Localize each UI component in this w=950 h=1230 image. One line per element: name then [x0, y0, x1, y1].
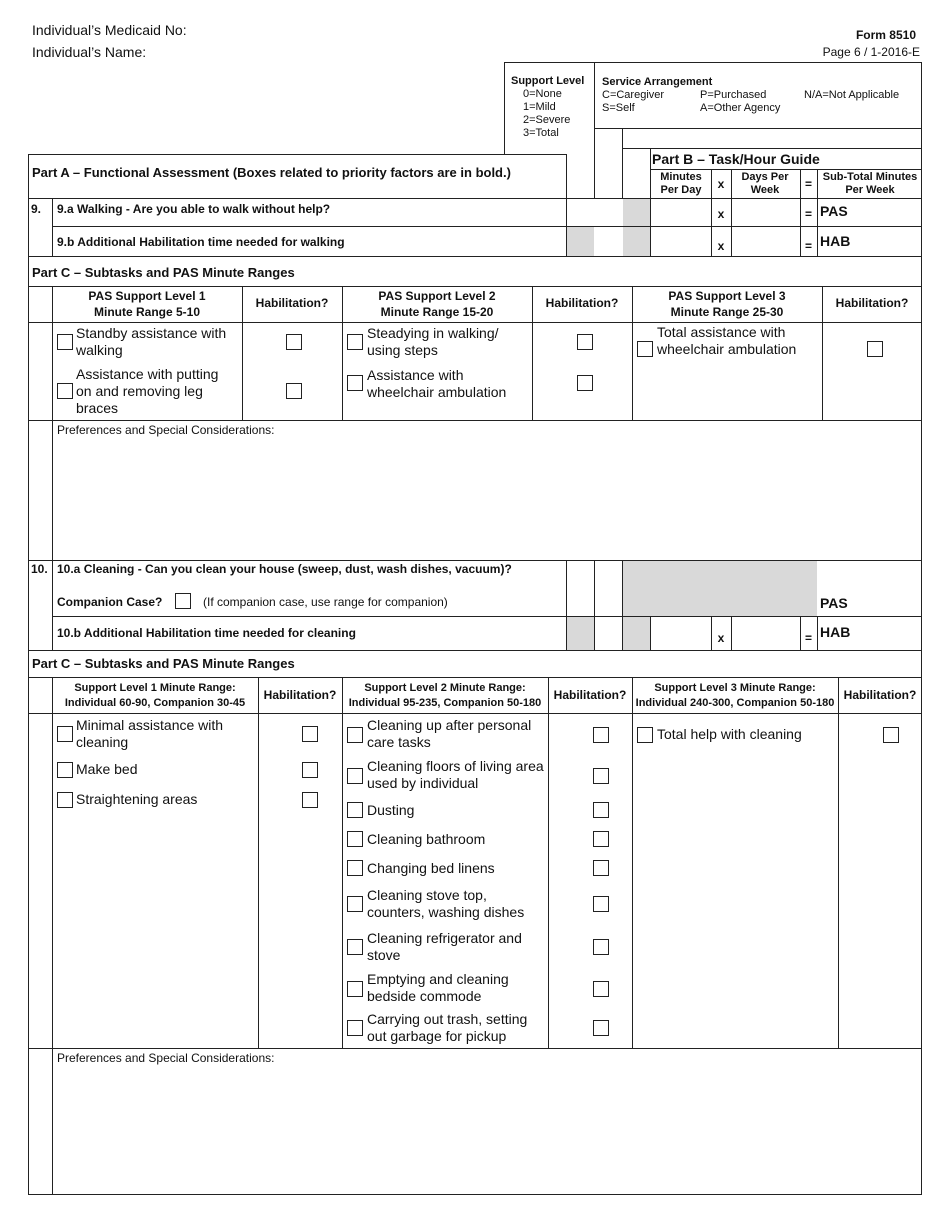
cleaning-floors-checkbox[interactable]: [347, 768, 363, 784]
cleaning-hab-question: 10.b Additional Habilitation time needed for cleaning: [57, 626, 356, 640]
walking-question: 9.a Walking - Are you able to walk without help?: [57, 202, 331, 216]
cleaning-level1-header: Support Level 1 Minute Range: Individual 60-90, Companion 30-45: [64, 682, 246, 709]
item-9-number: 9.: [31, 202, 42, 216]
cleaning-bathroom-hab-checkbox[interactable]: [593, 831, 609, 847]
cleaning-dusting-checkbox[interactable]: [347, 802, 363, 818]
cleaning-personal-care-hab-checkbox[interactable]: [593, 727, 609, 743]
cleaning-pas-label: PAS: [820, 595, 848, 611]
cleaning-make-bed-hab-checkbox[interactable]: [302, 762, 318, 778]
cleaning-commode-checkbox[interactable]: [347, 981, 363, 997]
days-per-week-header: Days Per Week: [741, 171, 789, 196]
cleaning-straightening-checkbox[interactable]: [57, 792, 73, 808]
cleaning-level2-header: Support Level 2 Minute Range: Individual 95-235, Companion 50-180: [348, 682, 542, 709]
walking-standby-hab-checkbox[interactable]: [286, 334, 302, 350]
walking-level1-header: PAS Support Level 1 Minute Range 5-10: [88, 289, 206, 319]
cleaning-stove-top-checkbox[interactable]: [347, 896, 363, 912]
walking-steadying-checkbox[interactable]: [347, 334, 363, 350]
cleaning-level3-header: Support Level 3 Minute Range: Individual 240-300, Companion 50-180: [635, 682, 835, 709]
cleaning-part-c-title: Part C – Subtasks and PAS Minute Ranges: [32, 656, 295, 671]
walking-steadying-hab-checkbox[interactable]: [577, 334, 593, 350]
walking-level3-header: PAS Support Level 3 Minute Range 25-30: [668, 289, 786, 319]
cleaning-minimal-checkbox[interactable]: [57, 726, 73, 742]
walking-wheelchair-assist-checkbox[interactable]: [347, 375, 363, 391]
part-b-title: Part B – Task/Hour Guide: [652, 151, 820, 167]
cleaning-preferences-label: Preferences and Special Considerations:: [57, 1051, 275, 1065]
walking-wheelchair-assist-hab-checkbox[interactable]: [577, 375, 593, 391]
cleaning-minimal-hab-checkbox[interactable]: [302, 726, 318, 742]
companion-case-label: Companion Case?: [57, 595, 163, 609]
part-a-title: Part A – Functional Assessment (Boxes related to priority factors are in bold.): [32, 165, 511, 180]
form-number: Form 8510: [855, 28, 916, 42]
cleaning-dusting-hab-checkbox[interactable]: [593, 802, 609, 818]
walking-preferences-label: Preferences and Special Considerations:: [57, 423, 275, 437]
cleaning-hab-label: HAB: [820, 624, 851, 640]
cleaning-floors-hab-checkbox[interactable]: [593, 768, 609, 784]
walking-total-assist-checkbox[interactable]: [637, 341, 653, 357]
companion-note: (If companion case, use range for companion): [203, 595, 448, 609]
support-level-list: 0=None 1=Mild 2=Severe 3=Total: [523, 88, 571, 139]
cleaning-bed-linens-checkbox[interactable]: [347, 860, 363, 876]
cleaning-make-bed-checkbox[interactable]: [57, 762, 73, 778]
medicaid-label: Individual’s Medicaid No:: [32, 22, 187, 38]
subtotal-header: Sub-Total Minutes Per Week: [822, 171, 918, 196]
cleaning-question: 10.a Cleaning - Can you clean your house (sweep, dust, wash dishes, vacuum)?: [57, 562, 512, 576]
cleaning-bed-linens-hab-checkbox[interactable]: [593, 860, 609, 876]
page-info: Page 6 / 1-2016-E: [822, 45, 920, 59]
walking-leg-braces-hab-checkbox[interactable]: [286, 383, 302, 399]
cleaning-total-help-checkbox[interactable]: [637, 727, 653, 743]
walking-total-assist-hab-checkbox[interactable]: [867, 341, 883, 357]
minutes-per-day-header: Minutes Per Day: [660, 171, 702, 196]
walking-pas-label: PAS: [820, 203, 848, 219]
cleaning-total-help-hab-checkbox[interactable]: [883, 727, 899, 743]
name-label: Individual’s Name:: [32, 44, 147, 60]
walking-minutes-per-day[interactable]: [651, 199, 710, 225]
cleaning-trash-checkbox[interactable]: [347, 1020, 363, 1036]
walking-preferences-field[interactable]: [56, 440, 918, 555]
cleaning-commode-hab-checkbox[interactable]: [593, 981, 609, 997]
cleaning-refrigerator-checkbox[interactable]: [347, 939, 363, 955]
walking-hab-label: HAB: [820, 233, 851, 249]
walking-standby-checkbox[interactable]: [57, 334, 73, 350]
companion-case-checkbox[interactable]: [175, 593, 191, 609]
cleaning-stove-top-hab-checkbox[interactable]: [593, 896, 609, 912]
walking-part-c-title: Part C – Subtasks and PAS Minute Ranges: [32, 265, 295, 280]
walking-leg-braces-checkbox[interactable]: [57, 383, 73, 399]
cleaning-straightening-hab-checkbox[interactable]: [302, 792, 318, 808]
walking-level2-header: PAS Support Level 2 Minute Range 15-20: [378, 289, 496, 319]
walking-days-per-week[interactable]: [732, 199, 799, 225]
cleaning-bathroom-checkbox[interactable]: [347, 831, 363, 847]
item-10-number: 10.: [31, 562, 48, 576]
cleaning-personal-care-checkbox[interactable]: [347, 727, 363, 743]
support-level-title: Support Level: [511, 75, 585, 87]
walking-hab-question: 9.b Additional Habilitation time needed for walking: [57, 235, 345, 249]
cleaning-trash-hab-checkbox[interactable]: [593, 1020, 609, 1036]
cleaning-refrigerator-hab-checkbox[interactable]: [593, 939, 609, 955]
service-arrangement-title: Service Arrangement: [602, 76, 713, 88]
cleaning-preferences-field[interactable]: [56, 1068, 918, 1190]
